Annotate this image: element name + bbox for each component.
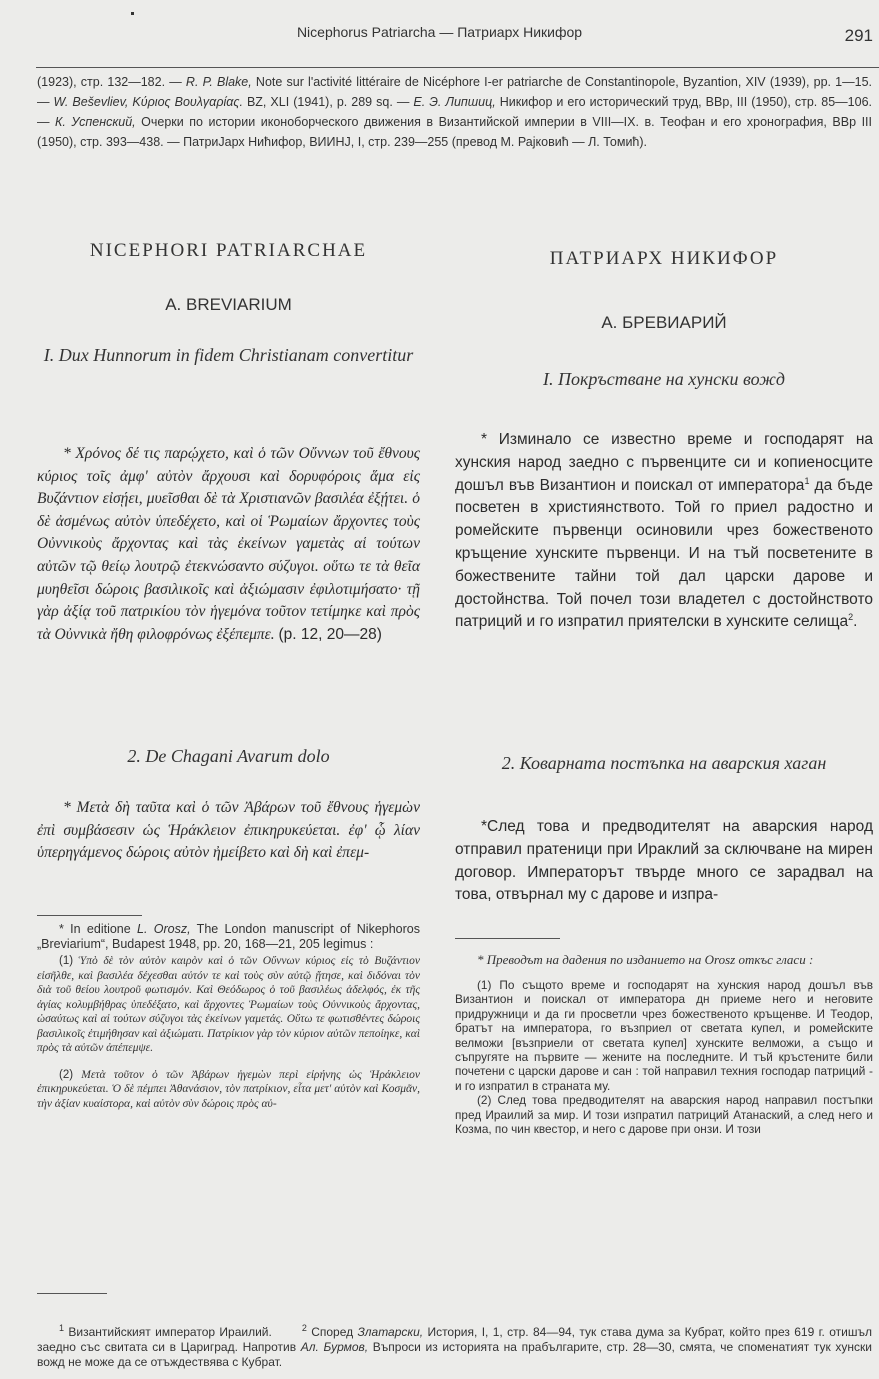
greek-footnote-2 <box>37 1068 420 1112</box>
footnote-author: Ал. Бурмов, <box>300 1340 369 1354</box>
page-number: 291 <box>844 26 873 45</box>
footnote-text: The London manuscript of Nikephoros „Breviarium“, Budapest 1948, pp. 20, 168—21, 205 legimus : <box>37 922 420 951</box>
footnote-text: * In editione <box>59 922 138 936</box>
footnote-marker: 2 <box>301 1323 307 1333</box>
latin-footnote-intro <box>37 922 420 952</box>
bibliography-paragraph <box>37 72 872 152</box>
left-heading-1: I. Dux Hunnorum in fidem Christianam convertitur <box>43 345 414 365</box>
footnote-number: (1) <box>477 978 492 992</box>
left-text-2 <box>37 797 420 865</box>
biblio-text: BZ, XLI (1941), p. 289 sq. — <box>242 95 414 109</box>
footnote-text: Ὑπὸ δὲ τὸν αὐτὸν καιρὸν καὶ ὁ τῶν Οὔννων κύριος εἰς τὸ Βυζάντιον εἰσῆλθε, καὶ βασιλέα δέχεσθαι αὐτόν τε καὶ τοὺς σὺν αὐτῷ ᾔτησε, καὶ διδόναι τὸν διὰ τοῦ θείου λουτροῦ φωτισμόν. Καὶ Θεόδωρος ὁ τοῦ βασιλέως ἀδελφός, ἐκ τῆς ἁγίας κολυμβήθρας ὑπεδέξατο, καὶ ἄρχοντες Ῥωμαίων τοὺς Οὐννικοὺς ἄρχοντας, ὡσαύτως καὶ αἱ τούτων σύζυγοι τὰς ἐκείνων γαμετάς. Οὕτω τε φωτισθέντες δώροις βασιλικοῖς ἐτιμήθησαν καὶ ἀξιώματι. Πατρίκιον γὰρ τὸν κύριον αὐτῶν πεποίηκε, καὶ πρὸς τὰ αὐτῶν ἀπέπεμψε. <box>37 955 420 1054</box>
bottom-footnotes <box>37 1325 872 1370</box>
footnote-number: (2) <box>59 1068 74 1081</box>
footnote-author: L. Orosz, <box>137 922 191 936</box>
right-heading-2-wrap <box>455 753 873 773</box>
footnote-text: Μετὰ τοῦτον ὁ τῶν Ἀβάρων ἡγεμὼν περὶ εἰρήνης ὡς Ἡράκλειον ἐπικηρυκεύεται. Ὁ δὲ πέμπει Ἀθανάσιον, τὸν πατρίκιον, εἶτα μετ' αὐτὸν καὶ Κοσμᾶν, τὴν ἀξίαν κυαίστορα, καὶ αὐτὸν σὺν δώροις πρὸς αὐ- <box>37 1068 420 1110</box>
footnote-text: След това предводителят на аварския народ направил постъпки пред Ираилий за мир. И този изпратил патриций Атанаский, а след него и Козма, по чин квестор, и него с дарове при онзи. И този <box>455 1093 873 1137</box>
page-reference: (p. 12, 20—28) <box>278 625 382 643</box>
footnote-text: Византийският император Ираилий. <box>64 1325 272 1339</box>
left-heading-2: 2. De Chagani Avarum dolo <box>127 746 330 766</box>
footnote-marker: 1 <box>804 475 810 486</box>
right-text-1 <box>455 429 873 634</box>
bottom-footnote-block <box>37 1325 872 1370</box>
biblio-author: К. Успенский, <box>55 115 136 129</box>
footnote-text: История, I, 1, стр. 84—94, тук става дума за Кубрат, който през 619 г. отишъл заедно със свитата си в Цариград. Напротив <box>37 1325 872 1354</box>
footnote-marker: 1 <box>59 1323 65 1333</box>
print-speck <box>131 12 134 15</box>
greek-footnote-1 <box>37 954 420 1056</box>
translation-footnote-2 <box>455 1093 873 1136</box>
translation-text: да бъде посветен в християнството. Той го приел радостно и ромейските първенци осиновили чрез божественото кръщение хунските първенци. И на тъй посветените в божествените тайни той дал царски дарове и достойнства. Той почел този владетел с достойнството патриций и го изпратил приятелски в хунските селища <box>455 476 873 631</box>
footnote-marker: 2 <box>848 612 854 623</box>
left-column-title: NICEPHORI PATRIARCHAE <box>89 240 368 261</box>
right-column-headings <box>455 248 873 389</box>
footnote-number: (2) <box>477 1093 492 1108</box>
translation-text: * Изминало се известно време и господарят на хунския народ заедно с първенците си и копиеносците дошъл във Византион и поискал от императора <box>455 431 873 494</box>
greek-passage-2: * Μετὰ δὴ ταῦτα καὶ ὁ τῶν Ἀβάρων τοῦ ἔθνους ἡγεμὼν ἐπὶ συμβάσεσιν ὡς Ἡράκλειον ἐπικηρυκεύεται. ἐφ' ᾧ λίαν ὑπερηγάμενος δώροις αὐτὸν ἠμείβετο καὶ δὴ καὶ ἐπεμ- <box>37 799 420 862</box>
header-rule <box>36 67 879 68</box>
running-head <box>0 20 879 50</box>
right-heading-1: I. Покръстване на хунски вожд <box>542 369 786 389</box>
footnote-number: (1) <box>59 955 74 967</box>
right-section-title: А. БРЕВИАРИЙ <box>601 313 727 332</box>
translation-text: . <box>853 613 858 631</box>
right-heading-2: 2. Коварната постъпка на аварския хаган <box>501 753 827 773</box>
footnote-text: Въпроси из историята на прабългарите, стр. 28—30, смята, че споменатият тук хунски вожд не може да се отъждествява с Кубрат. <box>37 1340 872 1369</box>
right-footnotes <box>455 952 873 1136</box>
translation-footnote-intro: * Преводът на дадения по изданието на Orosz откъс гласи : <box>477 952 814 967</box>
left-section-title: A. BREVIARIUM <box>165 295 292 314</box>
left-footnotes <box>37 922 420 1111</box>
running-title: Nicephorus Patriarcha — Патриарх Никифор <box>296 24 583 40</box>
footnote-text: По същото време и господарят на хунския народ дошъл във Византион и поискал от императора дн приеме него и неговите придружници и да ги просветли чрез божественото кръщенве. И Теодор, братът на императора, го възприел от светата купел, и ромейските велможи [възприели от светата купел] хунските велможи, а също и съпругяте на първите — жените на последните. И тъй кръстените били почетени с царски дарове и сан : той направил техния господар патриций - и го изпратил в страната му. <box>455 978 873 1093</box>
biblio-text: (1923), стр. 132—182. — <box>37 75 186 89</box>
biblio-text: Никифор и его исторический труд, ВВр, III (1950), стр. 85—106. — <box>37 95 873 129</box>
footnote-author: Златарски, <box>357 1325 424 1339</box>
bulgarian-passage-1 <box>455 429 873 634</box>
biblio-text: Очерки по истории иконоборческого движения в Византийской империи в VIII—IX. в. Теофан и его хронография, ВВр III (1950), стр. 393—438. — ПатриJарх Нићифор, ВИИНЈ, I, стр. 239—255 (превод М. Рајковић — Л. Томић). <box>37 115 872 149</box>
left-text-1 <box>37 443 420 646</box>
greek-text: * Χρόνος δέ τις παρῴχετο, καὶ ὁ τῶν Οὔννων τοῦ ἔθνους κύριος τοῖς ἀμφ' αὐτὸν ἄρχουσι καὶ δορυφόροις ἅμα εἰς Βυζάντιον εἰσῄει, μυεῖσθαι δὲ τὰ Χριστιανῶν βασιλέα ἐξῄτει. ὁ δὲ ἀσμένως αὐτὸν ὑπεδέχετο, καὶ οἱ Ῥωμαίων ἄρχοντες τοὺς Οὐννικοὺς ἄρχοντας καὶ τὰς ἐκείνων γαμετὰς αἱ τούτων αὐτῶν τῷ θείῳ λουτρῷ ἐτεκνώσαντο σύζυγοι. οὕτω τε τὰ θεῖα μυηθεῖσι δώροις βασιλικοῖς καὶ ἀξιώμασιν ἐφιλοτιμήσατο· τῇ γὰρ ἀξίᾳ τοῦ πατρικίου τὸν ἡγεμόνα τοῦτον τετίμηκε καὶ πρὸς τὰ Οὐννικὰ ἤθη φιλοφρόνως ἐξέπεμπε. <box>37 445 420 643</box>
left-footnote-rule <box>37 915 142 916</box>
biblio-author: R. P. Blake, <box>185 75 252 89</box>
greek-passage-1 <box>37 443 420 646</box>
footnote-text: Според <box>306 1325 358 1339</box>
bottom-footnote-rule <box>37 1293 107 1294</box>
biblio-text: Note sur l'activité littéraire de Nicéphore I-er patriarche de Constantinopole, Byzantion, XIV (1939), pp. 1—15. — <box>37 75 872 109</box>
biblio-author: W. Beševliev, Κύριος Βουλγαρίας. <box>53 95 243 109</box>
right-column-title: ПАТРИАРХ НИКИФОР <box>549 248 779 269</box>
right-text-2 <box>455 816 873 907</box>
right-footnote-rule <box>455 938 560 939</box>
biblio-author: Е. Э. Липшиц, <box>413 95 496 109</box>
left-column-headings <box>37 240 420 365</box>
left-heading-2-wrap <box>37 746 420 766</box>
bulgarian-passage-2: *След това и предводителят на аварския народ отправил пратеници при Ираклий за сключване на мирен договор. Императорът твърде много се зарадвал на това, отвърнал му с дарове и изпра- <box>455 818 873 904</box>
translation-footnote-1 <box>455 978 873 1093</box>
